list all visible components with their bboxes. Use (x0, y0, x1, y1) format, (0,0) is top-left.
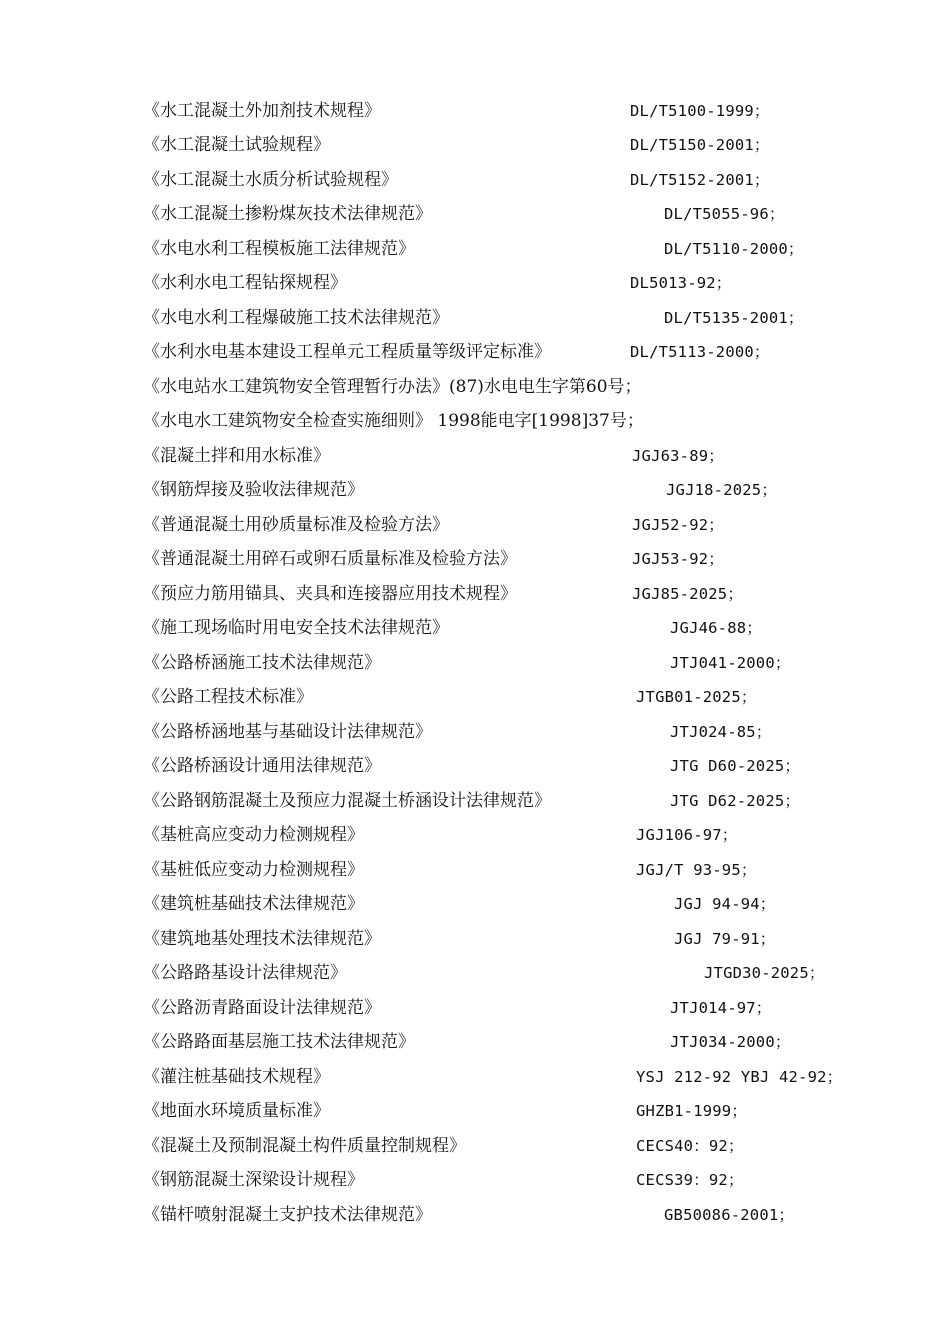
regulation-title: 《混凝土及预制混凝土构件质量控制规程》 (143, 1136, 466, 1156)
regulation-title: 《水利水电基本建设工程单元工程质量等级评定标准》 (143, 342, 551, 362)
regulation-full-line: 《水电水工建筑物安全检查实施细则》 1998能电字[1998]37号； (143, 411, 644, 431)
regulation-code: JGJ 79-91； (674, 930, 776, 948)
regulation-code: JGJ53-92； (632, 550, 724, 568)
regulation-code: DL/T5055-96； (664, 205, 785, 223)
regulation-title: 《基桩高应变动力检测规程》 (143, 825, 364, 845)
regulation-code: CECS40：92； (636, 1137, 744, 1155)
regulation-code: JGJ52-92； (632, 516, 724, 534)
regulation-title: 《水工混凝土外加剂技术规程》 (143, 101, 381, 121)
regulation-title: 《水工混凝土掺粉煤灰技术法律规范》 (143, 204, 432, 224)
regulation-code: JGJ85-2025； (632, 585, 744, 603)
regulation-title: 《公路路面基层施工技术法律规范》 (143, 1032, 415, 1052)
regulation-title: 《公路钢筋混凝土及预应力混凝土桥涵设计法律规范》 (143, 791, 551, 811)
regulation-code: GHZB1-1999； (636, 1102, 748, 1120)
regulation-title: 《钢筋混凝土深梁设计规程》 (143, 1170, 364, 1190)
regulation-code: DL/T5100-1999； (630, 102, 770, 120)
regulation-code: JGJ/T 93-95； (636, 861, 757, 879)
regulation-title: 《水电水利工程模板施工法律规范》 (143, 239, 415, 259)
regulation-title: 《公路路基设计法律规范》 (143, 963, 347, 983)
regulation-title: 《公路桥涵施工技术法律规范》 (143, 653, 381, 673)
regulation-code: DL/T5135-2001； (664, 309, 804, 327)
regulation-code: YSJ 212-92 YBJ 42-92； (636, 1068, 843, 1086)
regulation-title: 《锚杆喷射混凝土支护技术法律规范》 (143, 1205, 432, 1225)
regulation-title: 《水工混凝土水质分析试验规程》 (143, 170, 398, 190)
regulation-title: 《水电水利工程爆破施工技术法律规范》 (143, 308, 449, 328)
regulation-code: JTJ024-85； (670, 723, 772, 741)
regulation-title: 《预应力筋用锚具、夹具和连接器应用技术规程》 (143, 584, 517, 604)
regulation-title: 《地面水环境质量标准》 (143, 1101, 330, 1121)
regulation-code: JTGD30-2025； (704, 964, 825, 982)
regulation-title: 《钢筋焊接及验收法律规范》 (143, 480, 364, 500)
regulation-title: 《基桩低应变动力检测规程》 (143, 860, 364, 880)
regulation-code: JTGB01-2025； (636, 688, 757, 706)
regulation-code: JTG D62-2025； (670, 792, 801, 810)
regulation-code: DL/T5150-2001； (630, 136, 770, 154)
regulation-title: 《水工混凝土试验规程》 (143, 135, 330, 155)
regulation-title: 《普通混凝土用碎石或卵石质量标准及检验方法》 (143, 549, 517, 569)
regulation-code: DL/T5152-2001； (630, 171, 770, 189)
regulation-title: 《混凝土拌和用水标准》 (143, 446, 330, 466)
regulation-code: JTJ041-2000； (670, 654, 791, 672)
regulation-code: JGJ46-88； (670, 619, 762, 637)
regulation-code: DL5013-92； (630, 274, 732, 292)
regulation-code: JTG D60-2025； (670, 757, 801, 775)
regulation-title: 《水利水电工程钻探规程》 (143, 273, 347, 293)
regulation-code: JTJ014-97； (670, 999, 772, 1017)
regulation-code: JGJ106-97； (636, 826, 738, 844)
regulation-title: 《建筑桩基础技术法律规范》 (143, 894, 364, 914)
regulation-title: 《公路沥青路面设计法律规范》 (143, 998, 381, 1018)
regulation-title: 《公路桥涵设计通用法律规范》 (143, 756, 381, 776)
regulation-title: 《公路桥涵地基与基础设计法律规范》 (143, 722, 432, 742)
regulation-title: 《灌注桩基础技术规程》 (143, 1067, 330, 1087)
regulation-full-line: 《水电站水工建筑物安全管理暂行办法》(87)水电电生字第60号； (143, 377, 642, 397)
regulation-title: 《建筑地基处理技术法律规范》 (143, 929, 381, 949)
regulation-code: JGJ63-89； (632, 447, 724, 465)
regulation-code: JGJ18-2025； (666, 481, 778, 499)
regulation-code: JTJ034-2000； (670, 1033, 791, 1051)
regulation-code: DL/T5110-2000； (664, 240, 804, 258)
regulation-code: CECS39：92； (636, 1171, 744, 1189)
regulation-code: DL/T5113-2000； (630, 343, 770, 361)
regulation-title: 《施工现场临时用电安全技术法律规范》 (143, 618, 449, 638)
regulation-title: 《公路工程技术标准》 (143, 687, 313, 707)
regulation-code: GB50086-2001； (664, 1206, 795, 1224)
regulation-code: JGJ 94-94； (674, 895, 776, 913)
regulation-title: 《普通混凝土用砂质量标准及检验方法》 (143, 515, 449, 535)
